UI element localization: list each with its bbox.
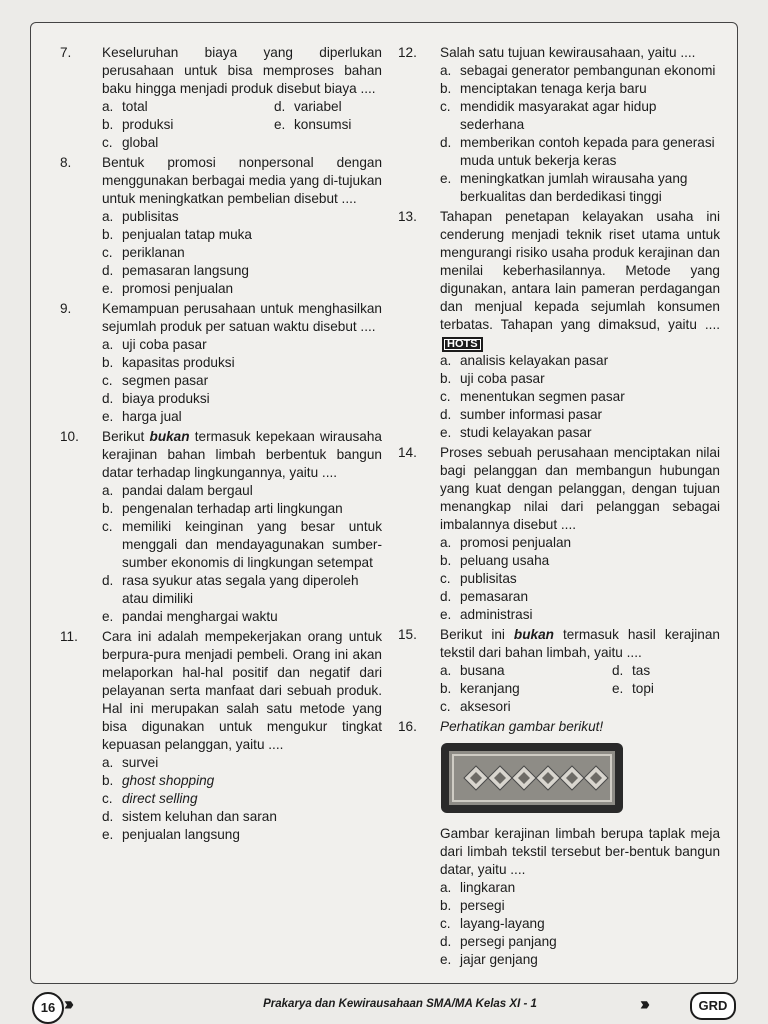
option: [440, 388, 720, 406]
option-letter: d.: [440, 407, 452, 422]
option: [102, 226, 382, 244]
option-text: memiliki keinginan yang besar untuk menggali dan mendayagunakan sumber-sumber ekonomis di lingkungan setempat: [122, 519, 382, 570]
option-letter: c.: [440, 571, 451, 586]
option-letter: a.: [102, 337, 114, 352]
question-stem: Cara ini adalah mempekerjakan orang untuk berpura-pura menjadi pembeli. Orang ini akan melaporkan hal-hal positif dan negatif dari pelayanan serta manfaat dari sebuah produk. Hal ini merupakan salah satu metode yang bisa digunakan untuk mengukur tingkat kepuasan pelanggan, yaitu ....: [102, 629, 382, 752]
option-letter: d.: [440, 589, 452, 604]
option-text: tas: [632, 663, 651, 678]
option-letter: a.: [440, 663, 452, 678]
question-number: 8.: [60, 155, 72, 170]
option-letter: e.: [274, 117, 286, 132]
option-text: publisitas: [460, 571, 517, 586]
option-letter: c.: [440, 699, 451, 714]
option: [440, 134, 720, 170]
question-number: 11.: [60, 629, 78, 644]
option-text: menciptakan tenaga kerja baru: [460, 81, 647, 96]
option: [440, 534, 720, 552]
option-text: keranjang: [460, 681, 520, 696]
option: [102, 808, 382, 826]
option: [440, 406, 720, 424]
chevron-right-icon: ›››: [64, 994, 70, 1014]
option-text: pengenalan terhadap arti lingkungan: [122, 501, 343, 516]
option: [440, 424, 720, 442]
option-text: publisitas: [122, 209, 179, 224]
option: [440, 933, 720, 951]
question-stem: [440, 718, 720, 736]
option-text: sebagai generator pembangunan ekonomi: [460, 63, 716, 78]
option: [440, 80, 720, 98]
option-letter: b.: [102, 227, 114, 242]
option-letter: b.: [440, 553, 452, 568]
option-letter: e.: [102, 281, 114, 296]
option: [102, 98, 274, 116]
option: [102, 280, 382, 298]
option-row: [102, 98, 382, 116]
option-letter: c.: [102, 791, 113, 806]
question-stem: Gambar kerajinan limbah berupa taplak meja dari limbah tekstil tersebut ber-bentuk bangun datar, yaitu ....: [440, 826, 720, 877]
stem-text: Tahapan penetapan kelayakan usaha ini cenderung menjadi teknik riset utama untuk mengurangi risiko usaha produk kerajinan dan menilai keberhasilannya. Metode yang digunakan, antara lain pameran perdagangan dan menjual kepada sejumlah konsumen terbatas. Tahapan yang dimaksud, yaitu ....: [440, 209, 720, 332]
option: [440, 570, 720, 588]
question-number: 10.: [60, 429, 79, 444]
question-stem: [440, 626, 720, 662]
option: [440, 915, 720, 933]
option-row: [102, 116, 382, 134]
question-number: 9.: [60, 301, 72, 316]
option-text: pandai dalam bergaul: [122, 483, 253, 498]
question-stem: Salah satu tujuan kewirausahaan, yaitu ....: [440, 45, 696, 60]
option-text: harga jual: [122, 409, 182, 424]
question-16: [398, 718, 720, 969]
question-11: [60, 628, 382, 844]
question-number: 14.: [398, 445, 417, 460]
option: [102, 754, 382, 772]
option: [440, 680, 612, 698]
option-text: busana: [460, 663, 505, 678]
stem-text: termasuk hasil kerajinan tekstil dari bahan limbah, yaitu ....: [440, 627, 720, 660]
option-letter: d.: [440, 135, 452, 150]
option-text: sumber informasi pasar: [460, 407, 603, 422]
question-12: [398, 44, 720, 206]
option-text: global: [122, 135, 159, 150]
option: [102, 116, 274, 134]
option-text: topi: [632, 681, 654, 696]
option: [102, 134, 382, 152]
option: [440, 370, 720, 388]
option-text: layang-layang: [460, 916, 545, 931]
option: [440, 98, 720, 134]
option: [102, 354, 382, 372]
option-letter: b.: [102, 773, 114, 788]
question-stem: [102, 428, 382, 482]
page-footer: [0, 986, 768, 1022]
option-letter: a.: [440, 880, 452, 895]
stem-emphasis: bukan: [513, 627, 554, 642]
option-row: [440, 680, 720, 698]
option-text: meningkatkan jumlah wirausaha yang berkualitas dan berdedikasi tinggi: [460, 171, 688, 204]
question-number: 15.: [398, 627, 417, 642]
option-text: periklanan: [122, 245, 185, 260]
option: [102, 390, 382, 408]
option: [102, 500, 382, 518]
question-number: 12.: [398, 45, 417, 60]
option: [440, 62, 720, 80]
tablecloth-picture: [440, 742, 624, 814]
option-text: konsumsi: [294, 117, 352, 132]
option: [612, 662, 720, 680]
option-text: analisis kelayakan pasar: [460, 353, 609, 368]
option: [102, 826, 382, 844]
publisher-logo: GRD: [690, 992, 736, 1020]
option-letter: a.: [102, 209, 114, 224]
option-letter: e.: [102, 827, 114, 842]
option: [102, 408, 382, 426]
option-letter: e.: [612, 681, 624, 696]
option-text: studi kelayakan pasar: [460, 425, 592, 440]
option-letter: d.: [102, 573, 114, 588]
option-letter: c.: [102, 519, 113, 534]
option-letter: e.: [440, 952, 452, 967]
option: [440, 552, 720, 570]
option-text: promosi penjualan: [460, 535, 572, 550]
question-stem: Proses sebuah perusahaan menciptakan nilai bagi pelanggan dan membangun hubungan yang kuat dengan pelanggan, dengan tujuan menangkap nilai dari pelanggan sebagai imbalannya disebut ....: [440, 445, 720, 532]
option-letter: d.: [274, 99, 286, 114]
option-text: survei: [122, 755, 159, 770]
option-letter: a.: [102, 755, 114, 770]
question-8: [60, 154, 382, 298]
option-letter: c.: [440, 916, 451, 931]
option-text: biaya produksi: [122, 391, 210, 406]
left-column: [60, 44, 382, 846]
option-letter: b.: [102, 117, 114, 132]
option-text: menentukan segmen pasar: [460, 389, 625, 404]
option: [102, 790, 382, 808]
option: [274, 98, 382, 116]
option: [440, 662, 612, 680]
option: [440, 879, 720, 897]
option-row: [440, 662, 720, 680]
option-text: total: [122, 99, 148, 114]
option-letter: b.: [440, 371, 452, 386]
right-column: [398, 44, 720, 971]
question-13: [398, 208, 720, 442]
option: [102, 208, 382, 226]
option-text: segmen pasar: [122, 373, 209, 388]
option-letter: c.: [102, 135, 113, 150]
option-text: aksesori: [460, 699, 511, 714]
option-letter: b.: [440, 681, 452, 696]
option: [102, 372, 382, 390]
option-letter: a.: [440, 63, 452, 78]
option: [612, 680, 720, 698]
option: [102, 244, 382, 262]
question-7: [60, 44, 382, 152]
option-text: penjualan tatap muka: [122, 227, 252, 242]
option-text: memberikan contoh kepada para generasi muda untuk bekerja keras: [460, 135, 715, 168]
question-15: [398, 626, 720, 716]
option: [102, 772, 382, 790]
option-letter: d.: [102, 263, 114, 278]
option-text: uji coba pasar: [460, 371, 545, 386]
question-stem: [440, 208, 720, 352]
option-text: uji coba pasar: [122, 337, 207, 352]
option-text: pemasaran langsung: [122, 263, 249, 278]
option-letter: c.: [440, 389, 451, 404]
option-text: mendidik masyarakat agar hidup sederhana: [460, 99, 657, 132]
option-letter: b.: [440, 81, 452, 96]
option: [102, 336, 382, 354]
option-text: direct selling: [122, 791, 198, 806]
option-text: promosi penjualan: [122, 281, 234, 296]
question-10: [60, 428, 382, 626]
question-number: 13.: [398, 209, 417, 224]
option-letter: b.: [102, 501, 114, 516]
option-text: administrasi: [460, 607, 533, 622]
option-text: pemasaran: [460, 589, 529, 604]
footer-title: Prakarya dan Kewirausahaan SMA/MA Kelas XI - 1: [263, 998, 537, 1010]
option-letter: d.: [102, 391, 114, 406]
question-number: 7.: [60, 45, 72, 60]
option: [102, 572, 382, 608]
option: [440, 606, 720, 624]
stem-emphasis: bukan: [149, 429, 190, 444]
option-text: lingkaran: [460, 880, 516, 895]
stem-text: Perhatikan gambar berikut!: [440, 719, 604, 734]
option-letter: d.: [440, 934, 452, 949]
option-text: persegi: [460, 898, 505, 913]
option-letter: b.: [440, 898, 452, 913]
option: [102, 518, 382, 572]
question-number: 16.: [398, 719, 417, 734]
question-stem: Keseluruhan biaya yang diperlukan perusahaan untuk bisa memproses bahan baku hingga menjadi produk disebut biaya ....: [102, 45, 382, 96]
option-text: jajar genjang: [460, 952, 538, 967]
option-text: persegi panjang: [460, 934, 557, 949]
option: [440, 352, 720, 370]
option-letter: e.: [440, 607, 452, 622]
option: [102, 608, 382, 626]
stem-text: Berikut ini: [440, 627, 514, 642]
question-stem: Kemampuan perusahaan untuk menghasilkan sejumlah produk per satuan waktu disebut ....: [102, 301, 382, 334]
option: [102, 482, 382, 500]
option-text: ghost shopping: [122, 773, 215, 788]
option-text: produksi: [122, 117, 174, 132]
option-letter: d.: [612, 663, 624, 678]
option-text: pandai menghargai waktu: [122, 609, 278, 624]
option-text: kapasitas produksi: [122, 355, 235, 370]
option-letter: c.: [102, 245, 113, 260]
page-number: 16: [32, 992, 64, 1024]
option-letter: d.: [102, 809, 114, 824]
option-text: variabel: [294, 99, 342, 114]
option-letter: e.: [102, 409, 114, 424]
question-9: [60, 300, 382, 426]
hots-badge: HOTS: [442, 337, 483, 352]
option-letter: b.: [102, 355, 114, 370]
option-letter: a.: [440, 353, 452, 368]
option-text: sistem keluhan dan saran: [122, 809, 277, 824]
option: [440, 897, 720, 915]
option-letter: e.: [102, 609, 114, 624]
option-letter: a.: [102, 99, 114, 114]
question-stem: Bentuk promosi nonpersonal dengan menggunakan berbagai media yang di-tujukan untuk meningkatkan pembelian disebut ....: [102, 155, 382, 206]
option: [440, 170, 720, 206]
question-14: [398, 444, 720, 624]
option-letter: c.: [102, 373, 113, 388]
chevron-right-icon: ›››: [640, 994, 646, 1014]
option: [274, 116, 382, 134]
option-letter: c.: [440, 99, 451, 114]
stem-text: termasuk kepekaan wirausaha kerajinan bahan limbah berbentuk bangun datar terhadap lingkungannya, yaitu ....: [102, 429, 382, 480]
option-letter: e.: [440, 171, 452, 186]
stem-text: Berikut: [102, 429, 150, 444]
option: [440, 588, 720, 606]
option-text: penjualan langsung: [122, 827, 240, 842]
option-text: rasa syukur atas segala yang diperoleh atau dimiliki: [122, 573, 359, 606]
option: [102, 262, 382, 280]
option-letter: a.: [440, 535, 452, 550]
option: [440, 698, 720, 716]
option-letter: e.: [440, 425, 452, 440]
option: [440, 951, 720, 969]
option-letter: a.: [102, 483, 114, 498]
option-text: peluang usaha: [460, 553, 550, 568]
